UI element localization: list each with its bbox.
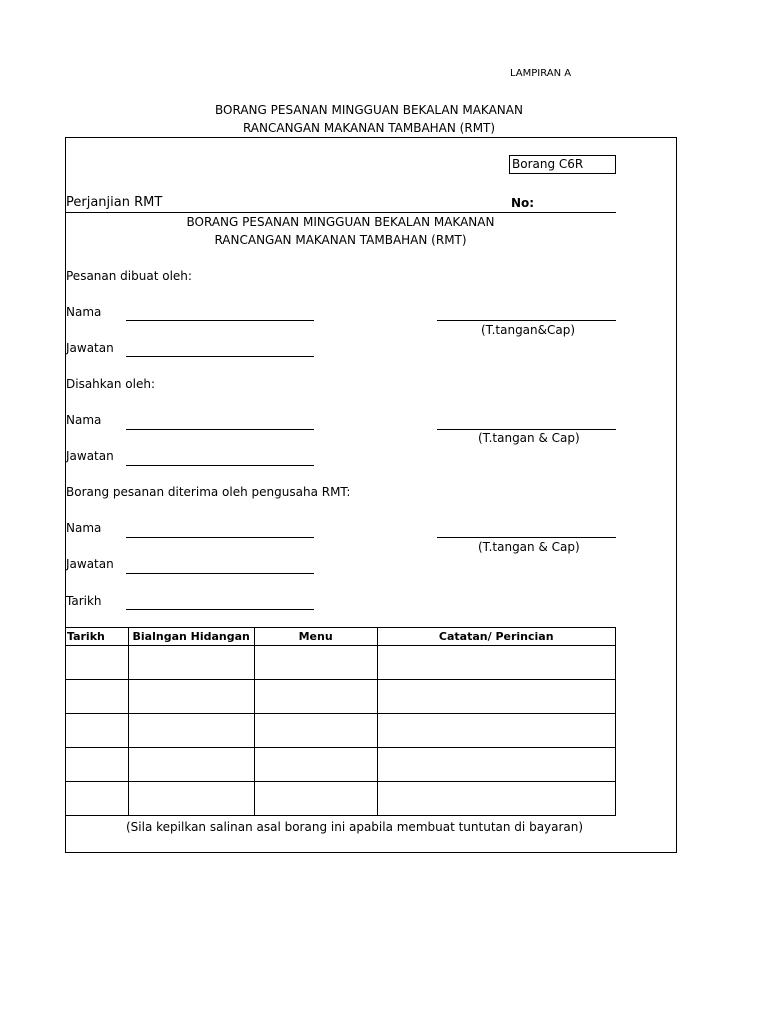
table-cell[interactable] — [128, 714, 254, 748]
footer-note: (Sila kepilkan salinan asal borang ini apabila membuat tuntutan di bayaran) — [126, 820, 584, 834]
table-cell[interactable] — [66, 680, 129, 714]
table-cell[interactable] — [128, 748, 254, 782]
section2-signature-field[interactable] — [437, 429, 616, 430]
section2-signature-label: (T.tangan & Cap) — [478, 431, 580, 445]
table-row — [66, 680, 616, 714]
table-cell[interactable] — [377, 646, 616, 680]
table-row — [66, 646, 616, 680]
no-label: No: — [511, 196, 535, 210]
section2-heading: Disahkan oleh: — [66, 377, 156, 391]
table-header-row — [66, 628, 616, 646]
section3-jawatan-label: Jawatan — [66, 557, 114, 571]
section2-nama-field[interactable] — [126, 429, 314, 430]
table-cell[interactable] — [66, 782, 129, 816]
section1-nama-label: Nama — [66, 305, 102, 319]
section3-signature-field[interactable] — [437, 537, 616, 538]
section2-nama-label: Nama — [66, 413, 102, 427]
table-cell[interactable] — [377, 714, 616, 748]
inner-title-line1: BORANG PESANAN MINGGUAN BEKALAN MAKANAN — [186, 215, 495, 229]
table-cell[interactable] — [254, 748, 377, 782]
section1-heading: Pesanan dibuat oleh: — [66, 269, 192, 283]
section1-jawatan-label: Jawatan — [66, 341, 114, 355]
form-code-box: Borang C6R — [509, 155, 616, 174]
table-cell[interactable] — [377, 680, 616, 714]
table-row — [66, 714, 616, 748]
orders-table — [65, 627, 616, 816]
table-row — [66, 782, 616, 816]
section3-heading: Borang pesanan diterima oleh pengusaha RMT: — [66, 485, 351, 499]
inner-title-line2: RANCANGAN MAKANAN TAMBAHAN (RMT) — [214, 233, 467, 247]
section2-jawatan-field[interactable] — [126, 465, 314, 466]
section3-nama-field[interactable] — [126, 537, 314, 538]
table-cell[interactable] — [66, 646, 129, 680]
table-cell[interactable] — [66, 714, 129, 748]
perjanjian-label: Perjanjian RMT — [66, 195, 163, 210]
header-menu: Menu — [254, 628, 377, 646]
section1-nama-field[interactable] — [126, 320, 314, 321]
section2-jawatan-label: Jawatan — [66, 449, 114, 463]
table-cell[interactable] — [377, 748, 616, 782]
header-catatan: Catatan/ Perincian — [377, 628, 616, 646]
section3-tarikh-field[interactable] — [126, 609, 314, 610]
table-cell[interactable] — [66, 748, 129, 782]
section3-jawatan-field[interactable] — [126, 573, 314, 574]
table-cell[interactable] — [128, 680, 254, 714]
section3-signature-label: (T.tangan & Cap) — [478, 540, 580, 554]
table-cell[interactable] — [377, 782, 616, 816]
header-bilangan-hidangan: Bialngan Hidangan — [128, 628, 254, 646]
header-tarikh: Tarikh — [66, 628, 129, 646]
table-row — [66, 748, 616, 782]
table-cell[interactable] — [128, 782, 254, 816]
table-cell[interactable] — [254, 714, 377, 748]
perjanjian-divider — [65, 212, 616, 213]
section1-signature-label: (T.tangan&Cap) — [481, 323, 576, 337]
page-title-line2: RANCANGAN MAKANAN TAMBAHAN (RMT) — [242, 121, 496, 135]
section1-signature-field[interactable] — [437, 320, 616, 321]
table-cell[interactable] — [254, 680, 377, 714]
section3-tarikh-label: Tarikh — [66, 594, 102, 608]
lampiran-label: LAMPIRAN A — [510, 68, 572, 79]
table-cell[interactable] — [128, 646, 254, 680]
section1-jawatan-field[interactable] — [126, 356, 314, 357]
table-cell[interactable] — [254, 646, 377, 680]
table-cell[interactable] — [254, 782, 377, 816]
section3-nama-label: Nama — [66, 521, 102, 535]
page-title-line1: BORANG PESANAN MINGGUAN BEKALAN MAKANAN — [215, 103, 523, 117]
